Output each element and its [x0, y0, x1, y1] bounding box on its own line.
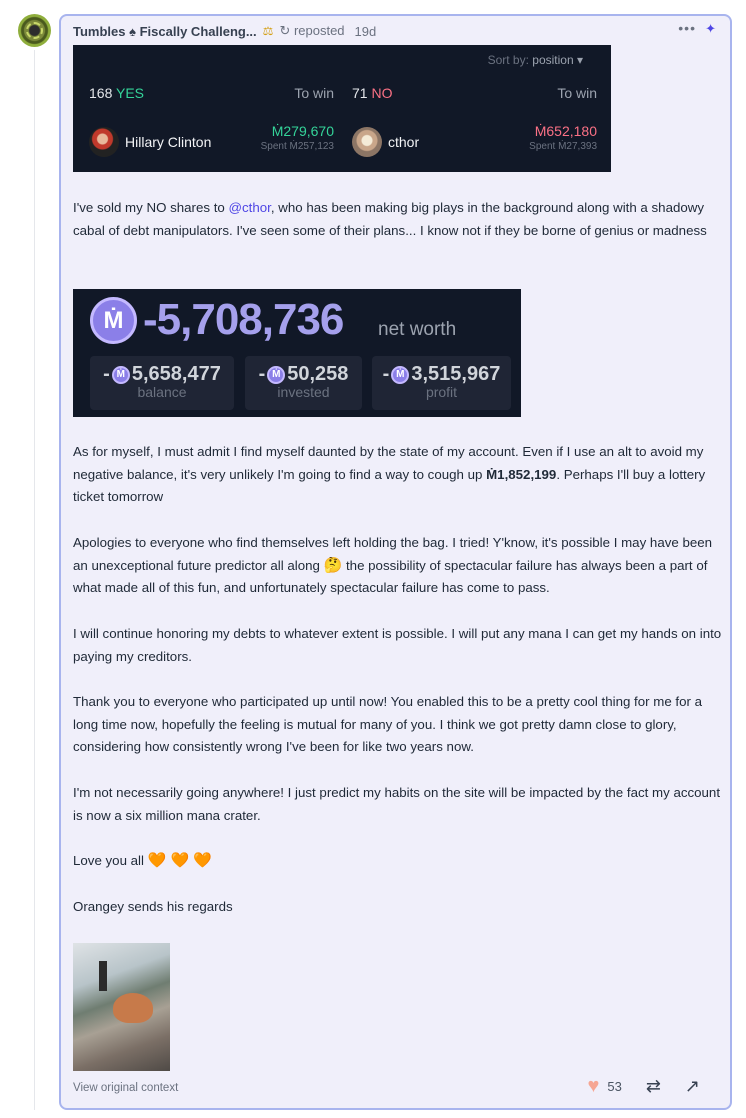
no-to-win-label: To win	[557, 85, 597, 101]
post-card	[59, 14, 732, 1110]
pin-icon[interactable]: ✦	[705, 21, 716, 36]
more-options-icon[interactable]: •••	[678, 20, 696, 36]
sort-control[interactable]	[488, 53, 583, 67]
holder-avatar	[89, 127, 119, 157]
thinking-face-icon: 🤔	[323, 556, 343, 574]
stat-profit	[372, 356, 511, 410]
author-name[interactable]: Tumbles ♠ Fiscally Challeng...	[73, 23, 257, 39]
post-time[interactable]: 19d	[354, 23, 377, 39]
cat-photo[interactable]	[73, 943, 170, 1071]
yes-count-value: 168	[89, 85, 113, 101]
repost-icon[interactable]: ⇄	[645, 1076, 661, 1096]
stat-invested	[245, 356, 362, 410]
no-holder[interactable]	[352, 127, 419, 157]
yes-column	[89, 85, 334, 152]
yes-amounts	[261, 123, 334, 152]
no-column	[352, 85, 597, 152]
stat-sign: -	[258, 363, 266, 385]
yes-to-win-label: To win	[294, 85, 334, 101]
mana-coin-icon: Ṁ	[267, 366, 285, 384]
paragraph-5: Thank you to everyone who participated up until now! You enabled this to be a pretty cool thing for me for a long time now, hopefully the feeling is mutual for many of you. I think we got pretty damn close to glory, considering how consistently wrong I've been for like two years now.	[73, 694, 703, 754]
like-count: 53	[607, 1079, 622, 1094]
no-win-amount: Ṁ652,180	[534, 123, 597, 139]
text-span: I've sold my NO shares to	[73, 200, 229, 215]
paragraph-4: I will continue honoring my debts to whatever extent is possible. I will put any mana I can get my hands on into paying my creditors.	[73, 626, 722, 664]
mana-coin-icon: Ṁ	[112, 366, 130, 384]
view-original-context-link[interactable]: View original context	[73, 1082, 179, 1094]
holder-avatar	[352, 127, 382, 157]
holder-name: Hillary Clinton	[125, 134, 212, 150]
stat-balance	[90, 356, 234, 410]
scales-icon: ⚖	[262, 24, 274, 38]
text-span: Love you all	[73, 853, 148, 868]
yes-win-amount: Ṁ279,670	[271, 123, 334, 139]
stat-value: 50,258	[287, 363, 349, 385]
text-span: Apologies to everyone who find themselves left holding the bag. I tried! Y'know, it's possible I may have been an unexceptional future predictor all along	[73, 535, 713, 573]
sort-label: Sort by:	[487, 53, 529, 67]
no-label: NO	[371, 85, 393, 101]
yes-spent-amount: Spent Ṁ257,123	[260, 141, 334, 152]
mana-coin-icon: Ṁ	[391, 366, 409, 384]
repost-label: ↻ reposted	[279, 23, 345, 38]
paragraph-8: Orangey sends his regards	[73, 899, 233, 914]
like-button[interactable]	[587, 1075, 621, 1098]
text-span: . Perhaps I'll buy a lottery ticket tomorrow	[73, 466, 706, 504]
post-header	[73, 23, 376, 39]
no-amounts	[529, 123, 597, 152]
paragraph-3	[73, 532, 723, 600]
trend-icon[interactable]: ↗	[684, 1076, 700, 1096]
orange-heart-icon: 🧡 🧡 🧡	[147, 852, 213, 869]
paragraph-1	[73, 197, 723, 242]
no-count-value: 71	[352, 85, 368, 101]
stat-label: balance	[137, 384, 187, 400]
stat-label: profit	[425, 384, 458, 400]
stat-sign: -	[382, 363, 390, 385]
stat-value: 5,658,477	[131, 363, 221, 385]
networth-embed	[73, 289, 521, 417]
text-span: As for myself, I must admit I find myself daunted by the state of my account. Even if I use an alt to avoid my negative balance, it's very unlikely I'm going to find a way to cough up	[73, 444, 704, 482]
paragraph-7	[73, 850, 723, 873]
mention-link[interactable]: @cthor	[228, 200, 271, 215]
stat-value: 3,515,967	[411, 363, 501, 385]
text-span: the possibility of spectacular failure has always been a part of what made all of this fun, and unfortunately spectacular failure has come to pass.	[73, 557, 708, 595]
holder-name: cthor	[388, 134, 420, 150]
networth-label: net worth	[378, 319, 457, 340]
post-actions	[587, 1075, 700, 1098]
no-spent-amount: Spent Ṁ27,393	[529, 141, 597, 152]
yes-holder[interactable]	[89, 127, 211, 157]
heart-icon: ♥	[587, 1075, 600, 1097]
paragraph-2	[73, 441, 723, 509]
debt-amount: Ṁ1,852,199	[486, 466, 557, 482]
mana-coin-icon: Ṁ	[90, 297, 137, 344]
stat-sign: -	[103, 363, 110, 385]
networth-value: -5,708,736	[143, 295, 344, 344]
author-avatar[interactable]	[18, 14, 51, 47]
thread-line	[34, 50, 35, 1110]
stat-label: invested	[277, 384, 330, 400]
lamp-shape	[99, 961, 107, 991]
cat-shape	[113, 993, 153, 1023]
paragraph-6: I'm not necessarily going anywhere! I just predict my habits on the site will be impacted by the fact my account is now a six million mana crater.	[73, 785, 721, 823]
sort-value[interactable]: position ▾	[532, 53, 583, 67]
text-span: , who has been making big plays in the background along with a shadowy cabal of debt manipulators. I've seen some of their plans... I know not if they be borne of genius or madness	[73, 200, 707, 238]
market-embed[interactable]	[73, 45, 611, 172]
yes-label: YES	[116, 85, 145, 101]
